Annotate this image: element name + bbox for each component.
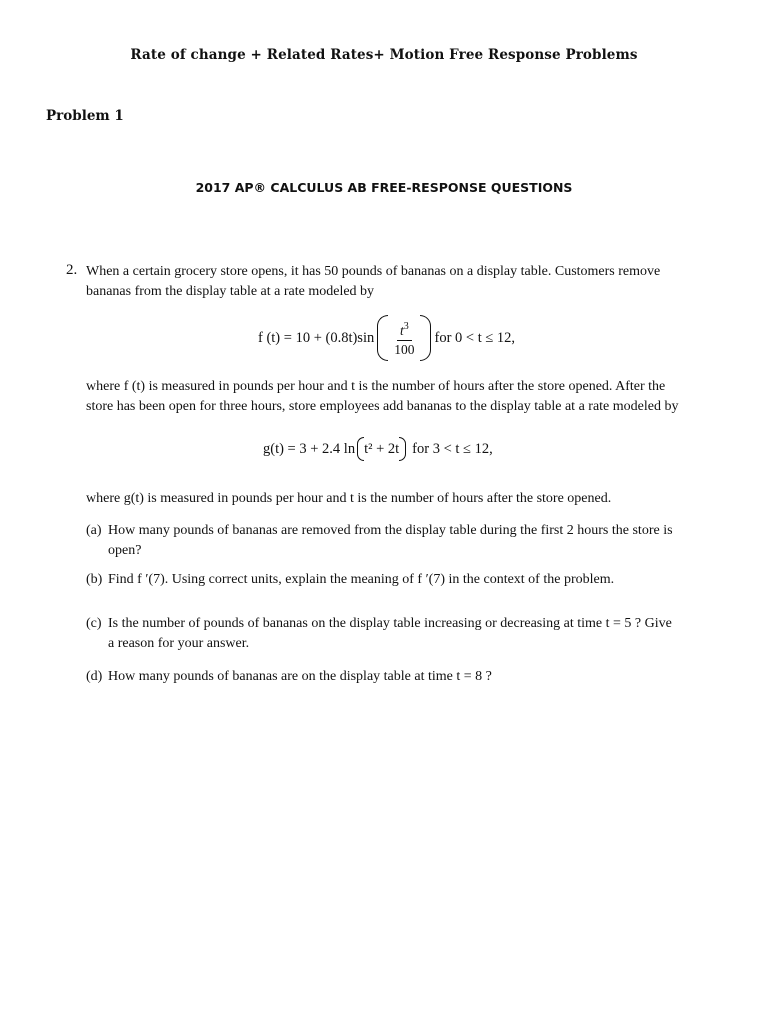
left-paren: [377, 315, 388, 361]
question-after: where g(t) is measured in pounds per hour and t is the number of hours after the store opened.: [86, 491, 612, 506]
part-label: (d): [86, 669, 103, 684]
g-equation-lhs: g(t) = 3 + 2.4 ln: [263, 440, 356, 457]
part-text: How many pounds of bananas are removed from the display table during the first 2 hours the store is open?: [108, 523, 673, 558]
question-number: 2.: [66, 262, 78, 278]
part-label: (a): [86, 523, 102, 538]
part-a: [86, 521, 676, 561]
f-equation-fraction: [391, 318, 417, 359]
part-text: How many pounds of bananas are on the display table at time t = 8 ?: [108, 669, 492, 684]
part-d: [86, 667, 676, 687]
g-equation-domain: for 3 < t ≤ 12,: [412, 440, 493, 457]
f-equation-domain: for 0 < t ≤ 12,: [434, 329, 516, 346]
part-c: [86, 614, 676, 654]
question-intro: When a certain grocery store opens, it has 50 pounds of bananas on a display table. Customers remove bananas from the display table at a rate modeled by: [86, 264, 661, 299]
right-paren: [420, 315, 431, 361]
right-paren: [399, 437, 406, 461]
part-label: (c): [86, 616, 102, 631]
part-label: (b): [86, 572, 103, 587]
g-equation: [263, 435, 493, 463]
fraction-denominator: 100: [394, 341, 415, 357]
fraction-numerator: $t^3$: [397, 318, 412, 341]
part-text: Find f ′(7). Using correct units, explain the meaning of f ′(7) in the context of the problem.: [108, 572, 615, 587]
question-middle: where f (t) is measured in pounds per hour and t is the number of hours after the store opened. After the store has been open for three hours, store employees add bananas to the display table at a rate modeled by: [86, 379, 679, 414]
part-b: [86, 570, 676, 590]
part-text: Is the number of pounds of bananas on the display table increasing or decreasing at time t = 5 ? Give a reason for your answer.: [108, 616, 672, 651]
problem-label: Problem 1: [46, 108, 124, 124]
f-equation-fraction-group: [377, 315, 431, 361]
page-title: Rate of change + Related Rates+ Motion Free Response Problems: [130, 47, 638, 63]
exam-header: 2017 AP® CALCULUS AB FREE-RESPONSE QUESTIONS: [195, 180, 573, 195]
g-equation-arg: t² + 2t: [364, 440, 400, 457]
f-equation-lhs: f (t) = 10 + (0.8t)sin: [258, 329, 375, 346]
f-equation: [258, 314, 515, 362]
left-paren: [357, 437, 364, 461]
